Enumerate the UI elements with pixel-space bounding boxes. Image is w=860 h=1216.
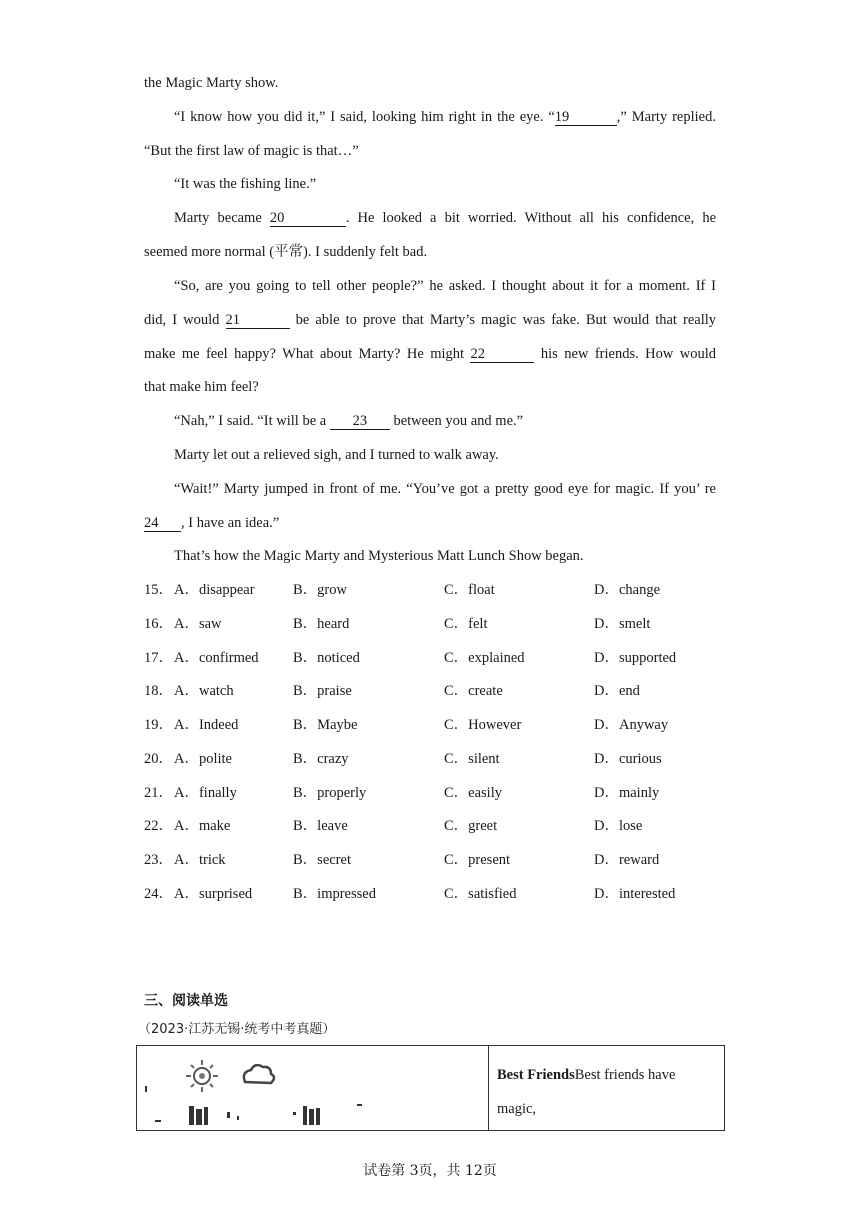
- option-a[interactable]: A．trick: [174, 852, 226, 868]
- blank-23: 23: [330, 413, 390, 430]
- option-d[interactable]: D．mainly: [594, 785, 660, 801]
- option-c[interactable]: C．float: [444, 582, 495, 598]
- question-24: 24． A．surprised B．impressed C．satisfied D．interested: [144, 886, 676, 902]
- illustration-cell: [137, 1046, 489, 1131]
- passage-line: Marty became 20 . He looked a bit worried. Without all his confidence, he: [174, 210, 716, 226]
- option-c[interactable]: C．However: [444, 717, 522, 733]
- option-b[interactable]: B．crazy: [293, 751, 349, 767]
- option-a[interactable]: A．surprised: [174, 886, 253, 902]
- option-d[interactable]: D．curious: [594, 751, 662, 767]
- question-21: 21． A．finally B．properly C．easily D．mainly: [144, 785, 660, 801]
- blank-21: 21: [226, 312, 290, 329]
- blank-22: 22: [470, 346, 534, 363]
- option-c[interactable]: C．easily: [444, 785, 502, 801]
- option-d[interactable]: D．interested: [594, 886, 676, 902]
- passage-line: “Nah,” I said. “It will be a 23 between you and me.”: [174, 413, 524, 429]
- option-b[interactable]: B．praise: [293, 683, 352, 699]
- question-16: 16． A．saw B．heard C．felt D．smelt: [144, 616, 651, 632]
- text-cell: [489, 1046, 725, 1131]
- option-b[interactable]: B．impressed: [293, 886, 376, 902]
- reading-table: [136, 1045, 725, 1131]
- option-c[interactable]: C．present: [444, 852, 511, 868]
- option-b[interactable]: B．grow: [293, 582, 347, 598]
- option-d[interactable]: D．lose: [594, 818, 643, 834]
- passage-line: “I know how you did it,” I said, looking him right in the eye. “19 ,” Marty replied.: [174, 109, 716, 125]
- passage-line: did, I would 21 be able to prove that Marty’s magic was fake. But would that really: [144, 312, 717, 328]
- box-heading: Best Friends: [497, 1067, 575, 1083]
- option-b[interactable]: B．noticed: [293, 650, 360, 666]
- passage-line: that make him feel?: [144, 379, 259, 395]
- passage-line: That’s how the Magic Marty and Mysterious Matt Lunch Show began.: [174, 548, 584, 564]
- passage-line: 24 , I have an idea.”: [144, 515, 280, 531]
- question-20: 20． A．polite B．crazy C．silent D．curious: [144, 751, 662, 767]
- option-a[interactable]: A．watch: [174, 683, 234, 699]
- option-b[interactable]: B．leave: [293, 818, 348, 834]
- cloud-icon: [244, 1065, 274, 1083]
- question-19: 19． A．Indeed B．Maybe C．However D．Anyway: [144, 717, 669, 733]
- option-c[interactable]: C．satisfied: [444, 886, 517, 902]
- option-c[interactable]: C．silent: [444, 751, 500, 767]
- option-d[interactable]: D．end: [594, 683, 640, 699]
- sun-icon: [186, 1060, 218, 1092]
- blank-20: 20: [270, 210, 346, 227]
- option-c[interactable]: C．greet: [444, 818, 498, 834]
- question-23: 23． A．trick B．secret C．present D．reward: [144, 852, 660, 868]
- option-a[interactable]: A．confirmed: [174, 650, 259, 666]
- blank-24: 24: [144, 515, 181, 532]
- passage-line: the Magic Marty show.: [144, 75, 279, 91]
- option-b[interactable]: B．Maybe: [293, 717, 358, 733]
- question-17: 17． A．confirmed B．noticed C．explained D．supported: [144, 650, 677, 666]
- option-b[interactable]: B．secret: [293, 852, 351, 868]
- option-d[interactable]: D．change: [594, 582, 661, 598]
- passage-line: Marty let out a relieved sigh, and I turned to walk away.: [174, 447, 499, 463]
- passage-line: “So, are you going to tell other people?” he asked. I thought about it for a moment. If I: [174, 278, 716, 294]
- figures-icon: [145, 1086, 362, 1125]
- section-title: 三、阅读单选: [144, 993, 228, 1009]
- option-a[interactable]: A．polite: [174, 751, 232, 767]
- option-d[interactable]: D．smelt: [594, 616, 651, 632]
- option-b[interactable]: B．heard: [293, 616, 350, 632]
- passage-line: “It was the fishing line.”: [174, 176, 317, 192]
- passage-line: “But the first law of magic is that…”: [144, 143, 359, 159]
- option-a[interactable]: A．finally: [174, 785, 237, 801]
- question-18: 18． A．watch B．praise C．create D．end: [144, 683, 640, 699]
- question-source: （2023·江苏无锡·统考中考真题）: [138, 1022, 336, 1037]
- option-a[interactable]: A．Indeed: [174, 717, 239, 733]
- passage-line: seemed more normal (平常). I suddenly felt bad.: [144, 244, 428, 260]
- passage-line: make me feel happy? What about Marty? He might 22 his new friends. How would: [144, 346, 717, 362]
- passage-line: “Wait!” Marty jumped in front of me. “You’ve got a pretty good eye for magic. If you’ re: [174, 481, 716, 497]
- option-d[interactable]: D．Anyway: [594, 717, 669, 733]
- option-b[interactable]: B．properly: [293, 785, 367, 801]
- option-c[interactable]: C．create: [444, 683, 503, 699]
- page-footer: 试卷第 3页，共 12页: [363, 1163, 497, 1179]
- box-text: Best friends have magic,: [497, 1067, 676, 1117]
- question-15: 15． A．disappear B．grow C．float D．change: [144, 582, 661, 598]
- option-a[interactable]: A．disappear: [174, 582, 255, 598]
- option-a[interactable]: A．make: [174, 818, 231, 834]
- option-d[interactable]: D．supported: [594, 650, 677, 666]
- option-d[interactable]: D．reward: [594, 852, 660, 868]
- option-a[interactable]: A．saw: [174, 616, 222, 632]
- blank-19: 19: [555, 109, 617, 126]
- illustration-image: [137, 1046, 488, 1125]
- question-22: 22． A．make B．leave C．greet D．lose: [144, 818, 643, 834]
- option-c[interactable]: C．explained: [444, 650, 525, 666]
- option-c[interactable]: C．felt: [444, 616, 488, 632]
